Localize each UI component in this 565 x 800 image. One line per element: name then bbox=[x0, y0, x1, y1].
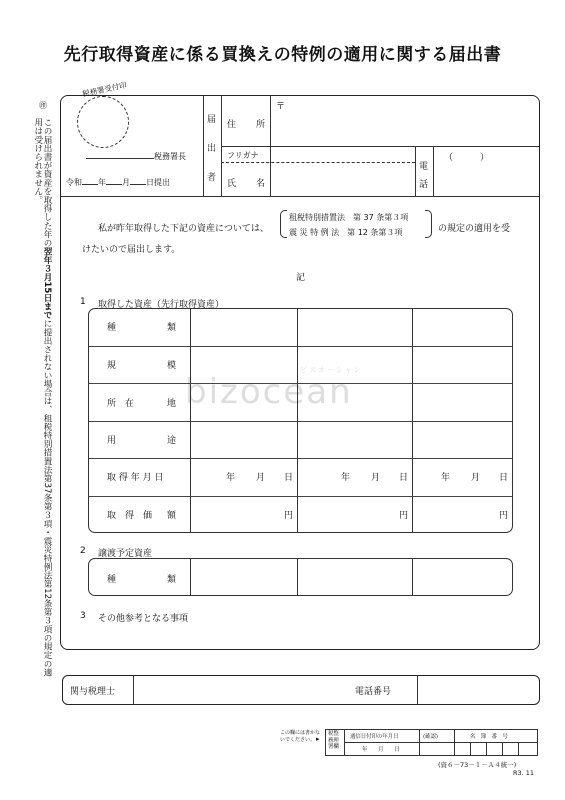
address-label-2: 所 bbox=[256, 120, 266, 130]
section2-heading: 譲渡予定資産 bbox=[98, 549, 153, 559]
office-use-date: 年 月 日 bbox=[362, 747, 400, 753]
side-note: この届出書が資産を取得した年の翌年３月15日までに提出されない場合は、租税特別措置法第37条第３項・震災特例法第12条第３項の規定の適用は受けられません。 bbox=[32, 118, 52, 677]
form-revision: R3. 11 bbox=[513, 769, 535, 777]
intro-text-1: 私が昨年取得した下記の資産については、 bbox=[98, 224, 269, 234]
section1-heading: 取得した資産（先行取得資産） bbox=[98, 300, 225, 310]
law-ref-2: 震 災 特 例 法 第 12 条第３項 bbox=[289, 228, 403, 237]
tax-accountant-label: 関与税理士 bbox=[70, 687, 116, 697]
date-day-col2: 日 bbox=[399, 473, 409, 483]
office-use-col4: 名 簿 番 号 bbox=[470, 734, 508, 740]
transfer-kind-label-a: 種 bbox=[107, 575, 117, 585]
row-location-label-a: 所 在 bbox=[107, 399, 135, 409]
date-month-col3: 月 bbox=[471, 473, 481, 483]
arrow-icon: ▸ bbox=[316, 735, 320, 743]
office-use-col1: 税整務理署欄 bbox=[328, 731, 339, 750]
submitter-label-1: 届 bbox=[207, 115, 217, 125]
phone-number-input[interactable] bbox=[418, 677, 538, 703]
intro-text-3: けたいので届出します。 bbox=[82, 245, 181, 255]
law-bracket-right bbox=[425, 210, 432, 238]
yen-col2: 円 bbox=[399, 511, 409, 521]
office-use-col2: 通信日付印の年月日 bbox=[350, 734, 399, 740]
law-ref-1: 租税特別措置法 第 37 条第３項 bbox=[289, 213, 409, 222]
date-month-col2: 月 bbox=[371, 473, 381, 483]
furigana-input[interactable] bbox=[272, 147, 414, 161]
acquired-asset-table bbox=[88, 308, 513, 533]
row-kind-label-b: 類 bbox=[167, 323, 177, 333]
page-title: 先行取得資産に係る買換えの特例の適用に関する届出書 bbox=[63, 45, 502, 65]
submit-date-field[interactable]: 令和 年 月 日提出 bbox=[66, 178, 170, 187]
watermark-kana: ビズオーシャン bbox=[300, 366, 363, 374]
section1-number: 1 bbox=[80, 297, 86, 307]
tax-office-field[interactable]: 税務署長 bbox=[86, 150, 186, 162]
law-bracket-left bbox=[280, 210, 287, 238]
office-use-note: この欄には書かないでください。 bbox=[280, 730, 321, 743]
ki-label: 記 bbox=[296, 273, 306, 283]
submitter-label-3: 者 bbox=[207, 173, 217, 183]
phone-label-1: 電 bbox=[419, 162, 429, 172]
intro-text-2: の規定の適用を受 bbox=[438, 224, 511, 234]
tax-accountant-input[interactable] bbox=[134, 677, 344, 703]
phone-number-label: 電話番号 bbox=[355, 687, 392, 697]
form-code: (資６－73－１－Ａ４統一) bbox=[438, 761, 517, 769]
name-label-1: 氏 bbox=[227, 179, 237, 189]
row-use-label-b: 途 bbox=[167, 436, 177, 446]
transfer-asset-table bbox=[88, 558, 513, 596]
date-month-col1: 月 bbox=[256, 473, 266, 483]
section3-heading: その他参考となる事項 bbox=[98, 614, 189, 624]
section2-number: 2 bbox=[80, 546, 86, 556]
phone-input[interactable] bbox=[435, 148, 538, 194]
row-use-label-a: 用 bbox=[107, 436, 117, 446]
name-label-2: 名 bbox=[256, 179, 266, 189]
transfer-kind-label-b: 類 bbox=[167, 575, 177, 585]
yen-col1: 円 bbox=[284, 511, 294, 521]
phone-parens: （ ） bbox=[444, 153, 490, 163]
row-price-label-b: 額 bbox=[167, 511, 177, 521]
date-day-col3: 日 bbox=[499, 473, 509, 483]
receipt-stamp-area bbox=[77, 96, 129, 148]
yen-col3: 円 bbox=[499, 511, 509, 521]
name-input[interactable] bbox=[272, 164, 414, 195]
date-day-col1: 日 bbox=[284, 473, 294, 483]
section3-number: 3 bbox=[80, 611, 86, 621]
row-scale-label-a: 規 bbox=[107, 361, 117, 371]
phone-label-2: 話 bbox=[419, 180, 429, 190]
office-use-col3: (確認) bbox=[423, 734, 438, 740]
date-year-col3: 年 bbox=[441, 473, 451, 483]
address-input[interactable] bbox=[272, 97, 538, 145]
date-year-col2: 年 bbox=[341, 473, 351, 483]
address-label-1: 住 bbox=[227, 120, 237, 130]
postal-mark: 〒 bbox=[276, 102, 286, 112]
row-price-label-a: 取 得 価 bbox=[107, 511, 153, 521]
row-kind-label-a: 種 bbox=[107, 323, 117, 333]
submitter-label-2: 出 bbox=[207, 144, 217, 154]
row-date-label: 取 得 年 月 日 bbox=[107, 473, 164, 483]
watermark: bizocean bbox=[185, 372, 353, 412]
row-location-label-b: 地 bbox=[167, 399, 177, 409]
side-mark: ㊞ bbox=[39, 101, 47, 110]
stamp-label: 税務署受付印 bbox=[81, 80, 128, 99]
row-scale-label-b: 模 bbox=[167, 361, 177, 371]
furigana-label: フリガナ bbox=[227, 151, 259, 160]
date-year-col1: 年 bbox=[226, 473, 236, 483]
